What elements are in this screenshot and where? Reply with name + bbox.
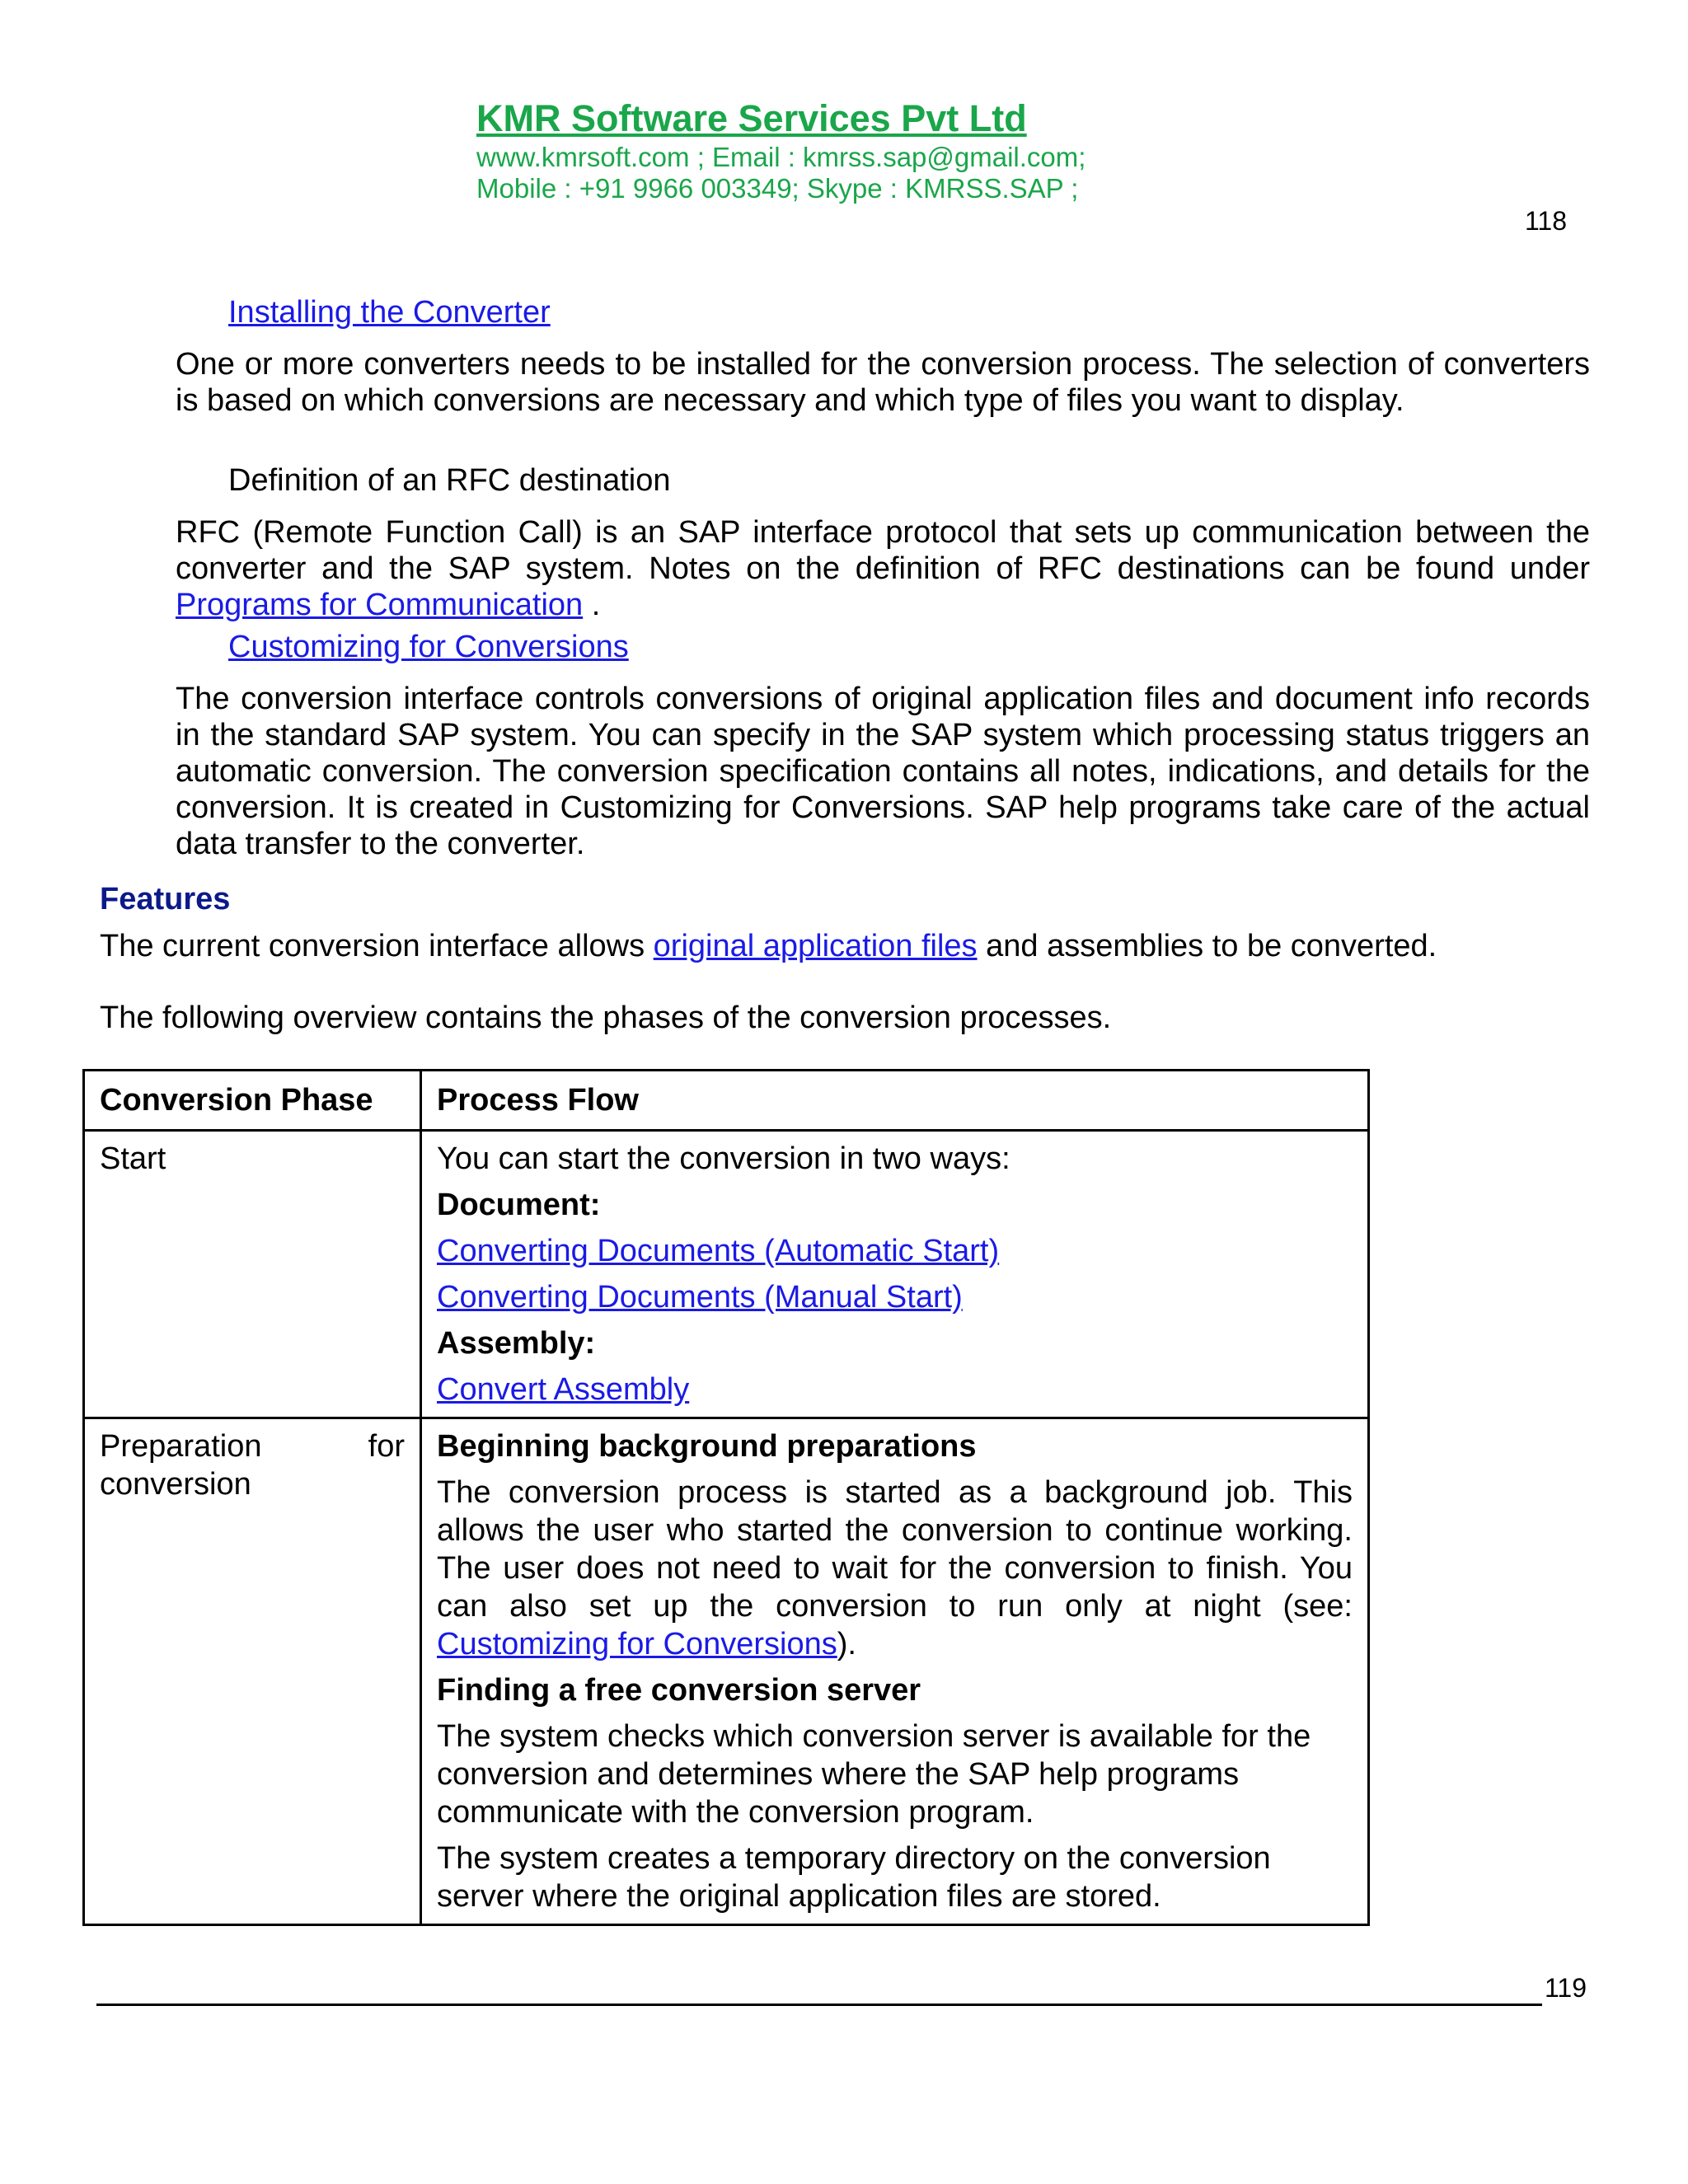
page-number-top: 118: [1525, 206, 1568, 236]
converting-documents-automatic-link[interactable]: Converting Documents (Automatic Start): [437, 1234, 1000, 1268]
customizing-paragraph: The conversion interface controls conversions of original application files and document info records in the standard SAP system. You can specify in the SAP system which processing status triggers an automatic conversion. The conversion specification contains all notes, indications, and details for the conversion. It is created in Customizing for Conversions. SAP help programs take care of the actual data transfer to the converter.: [176, 682, 1590, 861]
flow-preparation: [421, 1418, 1369, 1925]
background-text-suffix: ).: [837, 1627, 856, 1661]
phase-preparation: [84, 1418, 421, 1925]
header-contact-line-2: Mobile : +91 9966 003349; Skype : KMRSS.SAP ;: [476, 173, 1079, 204]
installing-paragraph: One or more converters needs to be installed for the conversion process. The selection of converters is based on which conversions are necessary and which type of files you want to display.: [176, 347, 1590, 418]
background-text: The conversion process is started as a background job. This allows the user who started the conversion to continue working. The user does not need to wait for the conversion to finish. You can also set up the conversion to run only at night (see:: [437, 1475, 1353, 1624]
temp-directory-text: The system creates a temporary directory on the conversion server where the original application files are stored.: [437, 1841, 1271, 1914]
phase-preparation-line: [100, 1427, 405, 1465]
rfc-paragraph-text: RFC (Remote Function Call) is an SAP interface protocol that sets up communication between the converter and the SAP system. Notes on the definition of RFC destinations can be found under: [176, 515, 1590, 586]
page-number-bottom: 119: [1545, 1973, 1587, 2003]
company-name: KMR Software Services Pvt Ltd: [476, 97, 1027, 139]
table-header-row: [84, 1071, 1369, 1131]
column-header-phase: Conversion Phase: [84, 1071, 421, 1131]
header-contact-line-1: www.kmrsoft.com ; Email : kmrss.sap@gmail.com;: [476, 142, 1086, 172]
rfc-paragraph: [176, 514, 1590, 623]
document-label: Document:: [437, 1188, 601, 1222]
phase-preparation-word: Preparation: [100, 1429, 262, 1464]
convert-assembly-link[interactable]: Convert Assembly: [437, 1372, 690, 1407]
flow-start: [421, 1131, 1369, 1418]
customizing-conversions-link[interactable]: Customizing for Conversions: [228, 630, 629, 664]
start-intro: You can start the conversion in two ways:: [437, 1141, 1010, 1176]
rfc-paragraph-suffix: .: [583, 588, 601, 622]
converting-documents-manual-link[interactable]: Converting Documents (Manual Start): [437, 1280, 963, 1315]
table-row: [84, 1131, 1369, 1418]
assembly-label: Assembly:: [437, 1326, 596, 1361]
overview-line: The following overview contains the phases of the conversion processes.: [100, 1001, 1112, 1035]
rfc-heading: Definition of an RFC destination: [228, 463, 671, 498]
programs-for-communication-link[interactable]: Programs for Communication: [176, 588, 584, 622]
phase-preparation-for: for: [368, 1429, 405, 1464]
phase-preparation-conversion: conversion: [100, 1467, 251, 1502]
column-header-flow: Process Flow: [421, 1071, 1369, 1131]
background-preparations-text: [437, 1474, 1353, 1663]
features-text-suffix: and assemblies to be converted.: [977, 929, 1437, 963]
conversion-phases-table: [82, 1069, 1370, 1926]
free-server-heading: Finding a free conversion server: [437, 1673, 921, 1708]
features-text: The current conversion interface allows: [100, 929, 654, 963]
customizing-conversions-table-link[interactable]: Customizing for Conversions: [437, 1627, 837, 1661]
background-preparations-heading: Beginning background preparations: [437, 1429, 977, 1464]
features-paragraph: [100, 929, 1437, 964]
footer-divider: [96, 2004, 1542, 2006]
features-heading: Features: [100, 882, 231, 916]
table-row: [84, 1418, 1369, 1925]
original-application-files-link[interactable]: original application files: [653, 929, 978, 963]
installing-converter-link[interactable]: Installing the Converter: [228, 295, 551, 330]
phase-start: Start: [84, 1131, 421, 1418]
free-server-text: The system checks which conversion server is available for the conversion and determines where the SAP help programs communicate with the conversion program.: [437, 1719, 1311, 1830]
